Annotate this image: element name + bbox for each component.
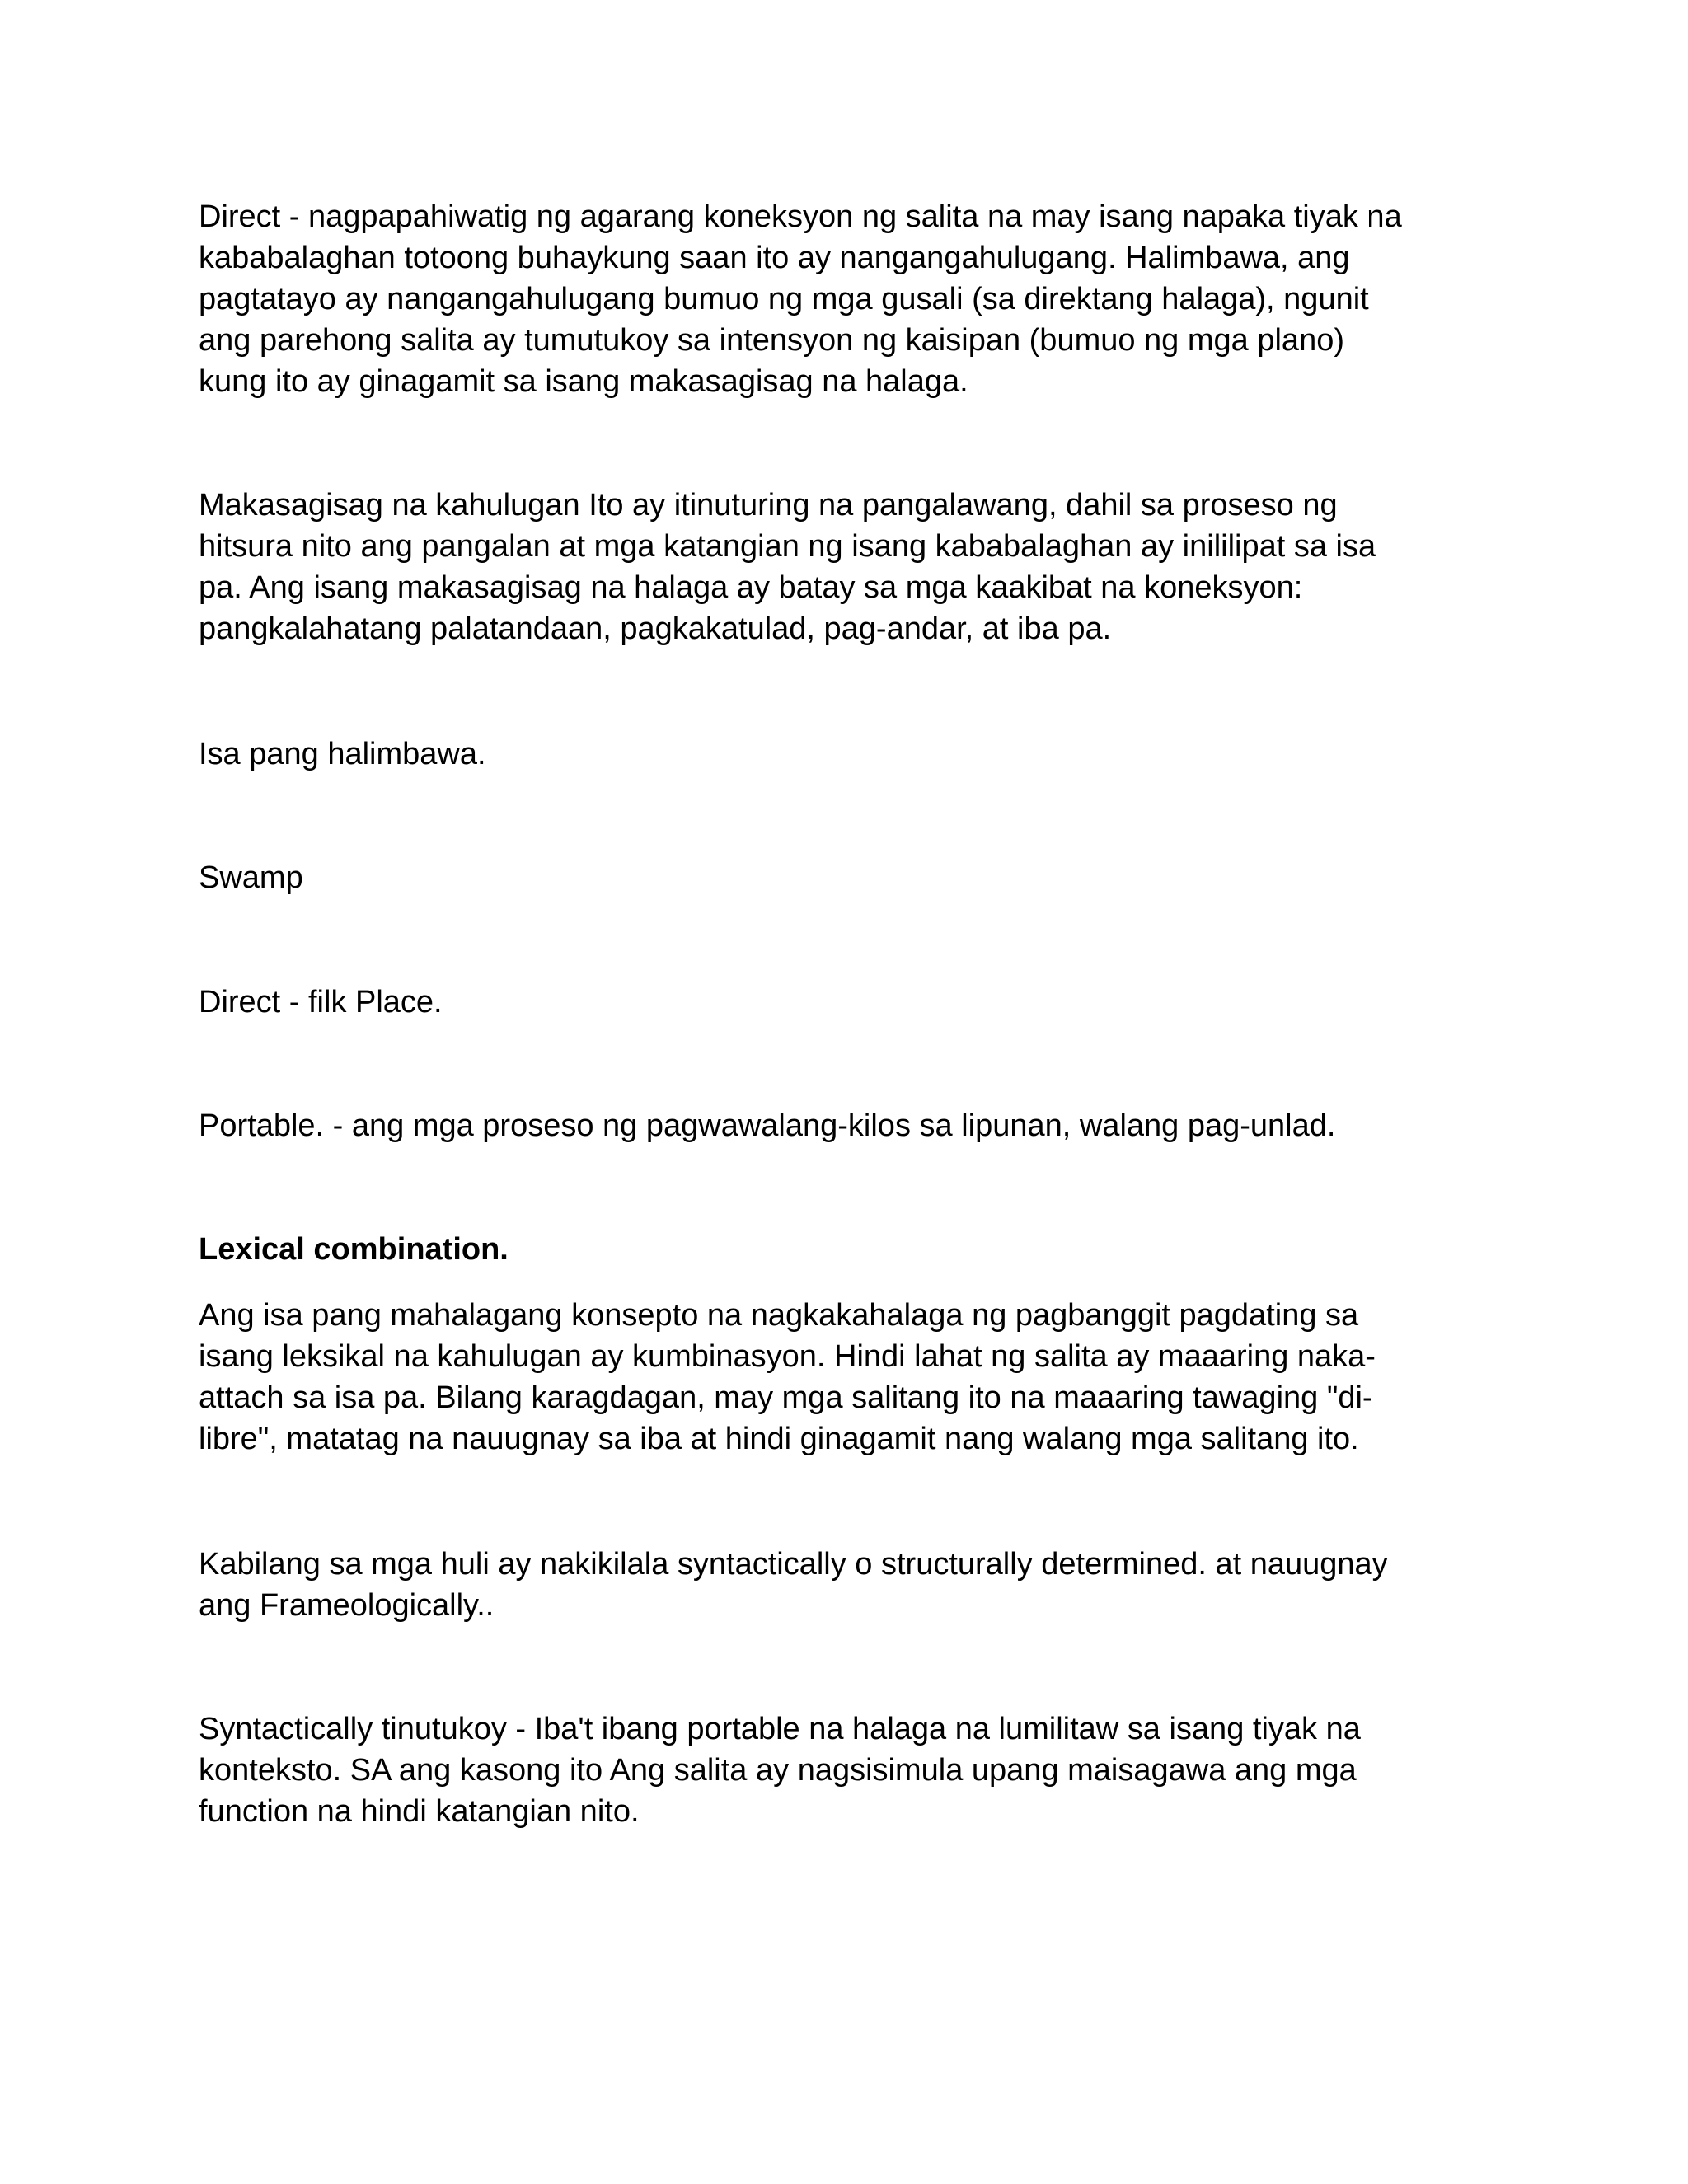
- paragraph-direct-example: [199, 982, 1484, 1023]
- paragraph-another-example: [199, 733, 1484, 775]
- text-line: Ang isa pang mahalagang konsepto na nagkakahalaga ng pagbanggit pagdating sa: [199, 1298, 1359, 1333]
- text-line: kababalaghan totoong buhaykung saan ito ay nangangahulugang. Halimbawa, ang: [199, 241, 1350, 275]
- text-line: function na hindi katangian nito.: [199, 1794, 640, 1829]
- text-line: isang leksikal na kahulugan ay kumbinasyon. Hindi lahat ng salita ay maaaring naka-: [199, 1339, 1376, 1374]
- text-line: pangkalahatang palatandaan, pagkakatulad, pag-andar, at iba pa.: [199, 612, 1112, 646]
- paragraph-direct-meaning: [199, 196, 1484, 402]
- heading-text: Lexical combination.: [199, 1232, 509, 1267]
- paragraph-syntactically-determined: [199, 1708, 1484, 1832]
- paragraph-figurative-meaning: [199, 485, 1484, 649]
- text-line: ang parehong salita ay tumutukoy sa intensyon ng kaisipan (bumuo ng mga plano): [199, 323, 1344, 358]
- text-line: Syntactically tinutukoy - Iba't ibang portable na halaga na lumilitaw sa isang tiyak na: [199, 1712, 1361, 1746]
- text-line: Swamp: [199, 860, 303, 895]
- text-line: kung ito ay ginagamit sa isang makasagisag na halaga.: [199, 364, 968, 399]
- paragraph-swamp: [199, 857, 1484, 898]
- text-line: pagtatayo ay nangangahulugang bumuo ng mga gusali (sa direktang halaga), ngunit: [199, 282, 1369, 316]
- section-heading: [199, 1229, 1484, 1270]
- text-line: Kabilang sa mga huli ay nakikilala syntactically o structurally determined. at nauugnay: [199, 1547, 1388, 1582]
- paragraph-syntactic-determination: [199, 1544, 1484, 1626]
- paragraph-lexical-combination: [199, 1295, 1484, 1460]
- text-line: ang Frameologically..: [199, 1588, 495, 1623]
- text-line: konteksto. SA ang kasong ito Ang salita ay nagsisimula upang maisagawa ang mga: [199, 1753, 1357, 1788]
- text-line: Direct - nagpapahiwatig ng agarang koneksyon ng salita na may isang napaka tiyak na: [199, 199, 1402, 234]
- text-line: Direct - filk Place.: [199, 985, 443, 1019]
- text-line: pa. Ang isang makasagisag na halaga ay batay sa mga kaakibat na koneksyon:: [199, 570, 1303, 605]
- text-line: Makasagisag na kahulugan Ito ay itinuturing na pangalawang, dahil sa proseso ng: [199, 488, 1338, 523]
- paragraph-portable-example: [199, 1105, 1484, 1146]
- text-line: Isa pang halimbawa.: [199, 737, 486, 771]
- text-line: libre", matatag na nauugnay sa iba at hindi ginagamit nang walang mga salitang ito.: [199, 1422, 1359, 1456]
- text-line: hitsura nito ang pangalan at mga katangian ng isang kababalaghan ay inililipat sa isa: [199, 529, 1376, 564]
- text-line: Portable. - ang mga proseso ng pagwawalang-kilos sa lipunan, walang pag-unlad.: [199, 1108, 1336, 1143]
- text-line: attach sa isa pa. Bilang karagdagan, may mga salitang ito na maaaring tawaging "di-: [199, 1380, 1373, 1415]
